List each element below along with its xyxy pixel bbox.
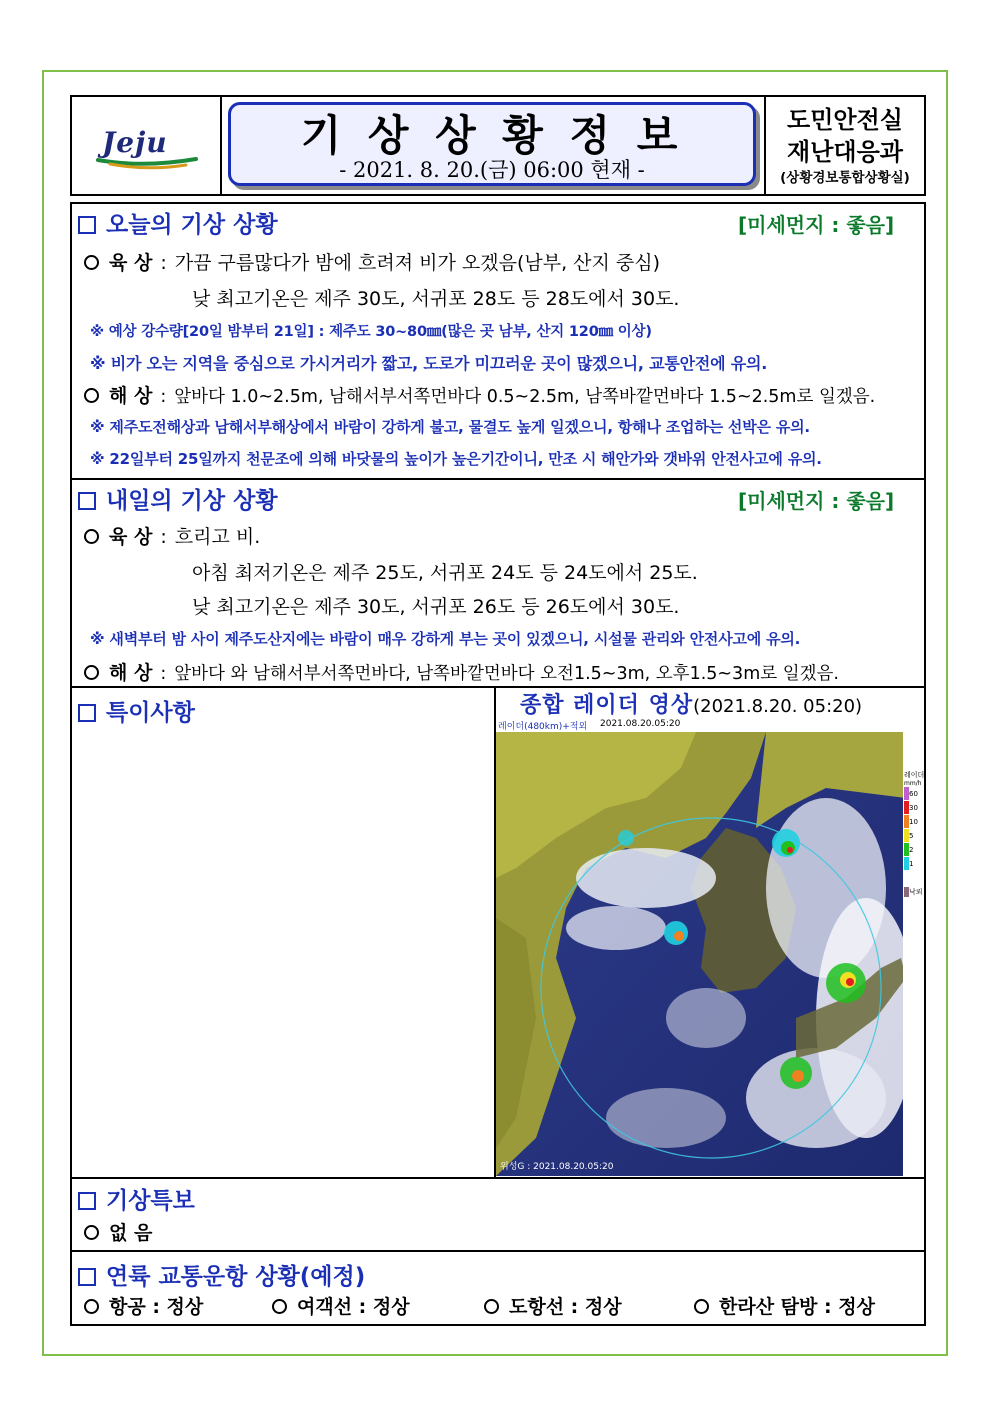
radar-legend-item: [904, 815, 924, 829]
radar-legend-value: 60: [909, 790, 918, 798]
circle-bullet-icon: [84, 665, 99, 680]
checkbox-square-icon: [78, 1192, 96, 1210]
today-note4: ※ 22일부터 25일까지 천문조에 의해 바닷물의 높이가 높은기간이니, 만조 시 해안가와 갯바위 안전사고에 유의.: [90, 450, 822, 468]
today-section-title: [78, 206, 278, 239]
today-land-line2: 낮 최고기온은 제주 30도, 서귀포 28도 등 28도에서 30도.: [192, 288, 680, 310]
circle-bullet-icon: [84, 1225, 99, 1240]
today-sea-label: 해 상: [109, 385, 153, 407]
special-section-title: [78, 694, 195, 727]
warning-title-text: 기상특보: [106, 1188, 195, 1214]
today-sea-row: 해 상 : 앞바다 1.0~2.5m, 남해서부서쪽먼바다 0.5~2.5m, 남쪽바깥먼바다 1.5~2.5m로 일겠음.: [84, 381, 875, 408]
radar-legend-item: [904, 787, 924, 801]
dept-line3: (상황경보통합상황실): [780, 170, 910, 186]
warning-item-text: 없 음: [109, 1222, 153, 1244]
dept-line2: 재난대응과: [787, 138, 903, 166]
traffic-item-hallasan: [694, 1292, 875, 1319]
tomorrow-dust: [미세먼지 : 좋음]: [738, 489, 895, 513]
special-title-text: 특이사항: [106, 700, 195, 726]
radar-legend: [904, 770, 924, 897]
radar-legend-value: 1: [909, 860, 914, 868]
divider-warning-traffic: [70, 1250, 926, 1252]
tomorrow-note1: ※ 새벽부터 밤 사이 제주도산지에는 바람이 매우 강하게 부는 곳이 있겠으니, 시설물 관리와 안전사고에 유의.: [90, 630, 801, 648]
radar-legend-value: 30: [909, 804, 918, 812]
radar-time: (2021.8.20. 05:20): [693, 696, 863, 717]
radar-legend-items: [904, 787, 924, 871]
today-land-label: 육 상: [109, 252, 153, 274]
jeju-logo-text: Jeju: [102, 126, 168, 159]
radar-title: 종합 레이더 영상: [520, 693, 694, 718]
circle-bullet-icon: [272, 1299, 287, 1314]
circle-bullet-icon: [84, 1299, 99, 1314]
radar-img-time: 2021.08.20.05:20: [600, 719, 681, 729]
today-land-row1: 육 상 : 가끔 구름많다가 밤에 흐려져 비가 오겠음(남부, 산지 중심): [84, 248, 660, 275]
tomorrow-section-title: [78, 482, 278, 515]
radar-img-footer: 위성G : 2021.08.20.05:20: [500, 1162, 614, 1172]
radar-legend-item: [904, 857, 924, 871]
tomorrow-land-line3: 낮 최고기온은 제주 30도, 서귀포 26도 등 26도에서 30도.: [192, 596, 680, 618]
radar-legend-value: 2: [909, 846, 914, 854]
traffic-item-ferry: [272, 1292, 410, 1319]
tomorrow-sea-line: 앞바다 와 남해서부서쪽먼바다, 남쪽바깥먼바다 오전1.5~3m, 오후1.5~3m로 일겠음.: [174, 664, 839, 684]
checkbox-square-icon: [78, 492, 96, 510]
traffic-item-island-boat: [484, 1292, 622, 1319]
circle-bullet-icon: [84, 388, 99, 403]
warning-section-title: [78, 1182, 195, 1215]
warning-item: [84, 1218, 152, 1245]
radar-legend-item: [904, 801, 924, 815]
page-title: 기 상 상 황 정 보: [300, 111, 684, 160]
radar-legend-title: 레이더: [904, 771, 925, 779]
tomorrow-sea-row: 해 상 : 앞바다 와 남해서부서쪽먼바다, 남쪽바깥먼바다 오전1.5~3m, 오후1.5~3m로 일겠음.: [84, 658, 839, 685]
tomorrow-land-row1: 육 상 : 흐리고 비.: [84, 522, 260, 549]
tomorrow-title-text: 내일의 기상 상황: [106, 488, 278, 514]
traffic-title-text: 연륙 교통운항 상황(예정): [106, 1264, 366, 1290]
radar-image: [496, 718, 906, 1176]
radar-lightning-label: 낙뢰: [909, 888, 923, 896]
checkbox-square-icon: [78, 704, 96, 722]
traffic-island-boat-text: 도항선 : 정상: [509, 1296, 622, 1318]
radar-legend-value: 5: [909, 832, 914, 840]
tomorrow-land-line1: 흐리고 비.: [174, 526, 261, 548]
today-note3: ※ 제주도전해상과 남해서부해상에서 바람이 강하게 불고, 물결도 높게 일겠으니, 항해나 조업하는 선박은 유의.: [90, 418, 810, 436]
traffic-section-title: [78, 1258, 365, 1291]
radar-legend-item: [904, 829, 924, 843]
circle-bullet-icon: [694, 1299, 709, 1314]
today-note1: ※ 예상 강수량[20일 밤부터 21일] : 제주도 30~80㎜(많은 곳 남부, 산지 120㎜ 이상): [90, 324, 652, 340]
jeju-logo: [88, 122, 206, 172]
radar-img-label: 레이더(480km)+적외: [498, 722, 588, 732]
circle-bullet-icon: [484, 1299, 499, 1314]
tomorrow-land-label: 육 상: [109, 526, 153, 548]
traffic-air-text: 항공 : 정상: [109, 1296, 204, 1318]
tomorrow-land-line2: 아침 최저기온은 제주 25도, 서귀포 24도 등 24도에서 25도.: [192, 562, 698, 584]
today-title-text: 오늘의 기상 상황: [106, 212, 278, 238]
tomorrow-sea-label: 해 상: [109, 662, 153, 684]
divider-special-warning: [70, 1177, 926, 1179]
today-dust: [미세먼지 : 좋음]: [738, 213, 895, 237]
circle-bullet-icon: [84, 529, 99, 544]
traffic-item-air: [84, 1292, 203, 1319]
radar-heading: [520, 688, 862, 719]
traffic-hallasan-text: 한라산 탐방 : 정상: [719, 1296, 875, 1318]
today-note2: ※ 비가 오는 지역을 중심으로 가시거리가 짧고, 도로가 미끄러운 곳이 많겠으니, 교통안전에 유의.: [90, 354, 768, 373]
page-subtitle: - 2021. 8. 20.(금) 06:00 현재 -: [339, 158, 645, 182]
checkbox-square-icon: [78, 1268, 96, 1286]
circle-bullet-icon: [84, 255, 99, 270]
today-sea-line: 앞바다 1.0~2.5m, 남해서부서쪽먼바다 0.5~2.5m, 남쪽바깥먼바다 1.5~2.5m로 일겠음.: [174, 387, 876, 407]
radar-legend-unit: mm/h: [904, 780, 922, 787]
traffic-ferry-text: 여객선 : 정상: [297, 1296, 410, 1318]
radar-legend-value: 10: [909, 818, 918, 826]
header-divider-left: [220, 95, 222, 196]
today-land-line1: 가끔 구름많다가 밤에 흐려져 비가 오겠음(남부, 산지 중심): [174, 252, 661, 274]
dept-line1: 도민안전실: [787, 106, 903, 134]
radar-legend-lightning: [904, 887, 924, 897]
divider-today-tomorrow: [70, 478, 926, 480]
checkbox-square-icon: [78, 216, 96, 234]
radar-legend-item: [904, 843, 924, 857]
